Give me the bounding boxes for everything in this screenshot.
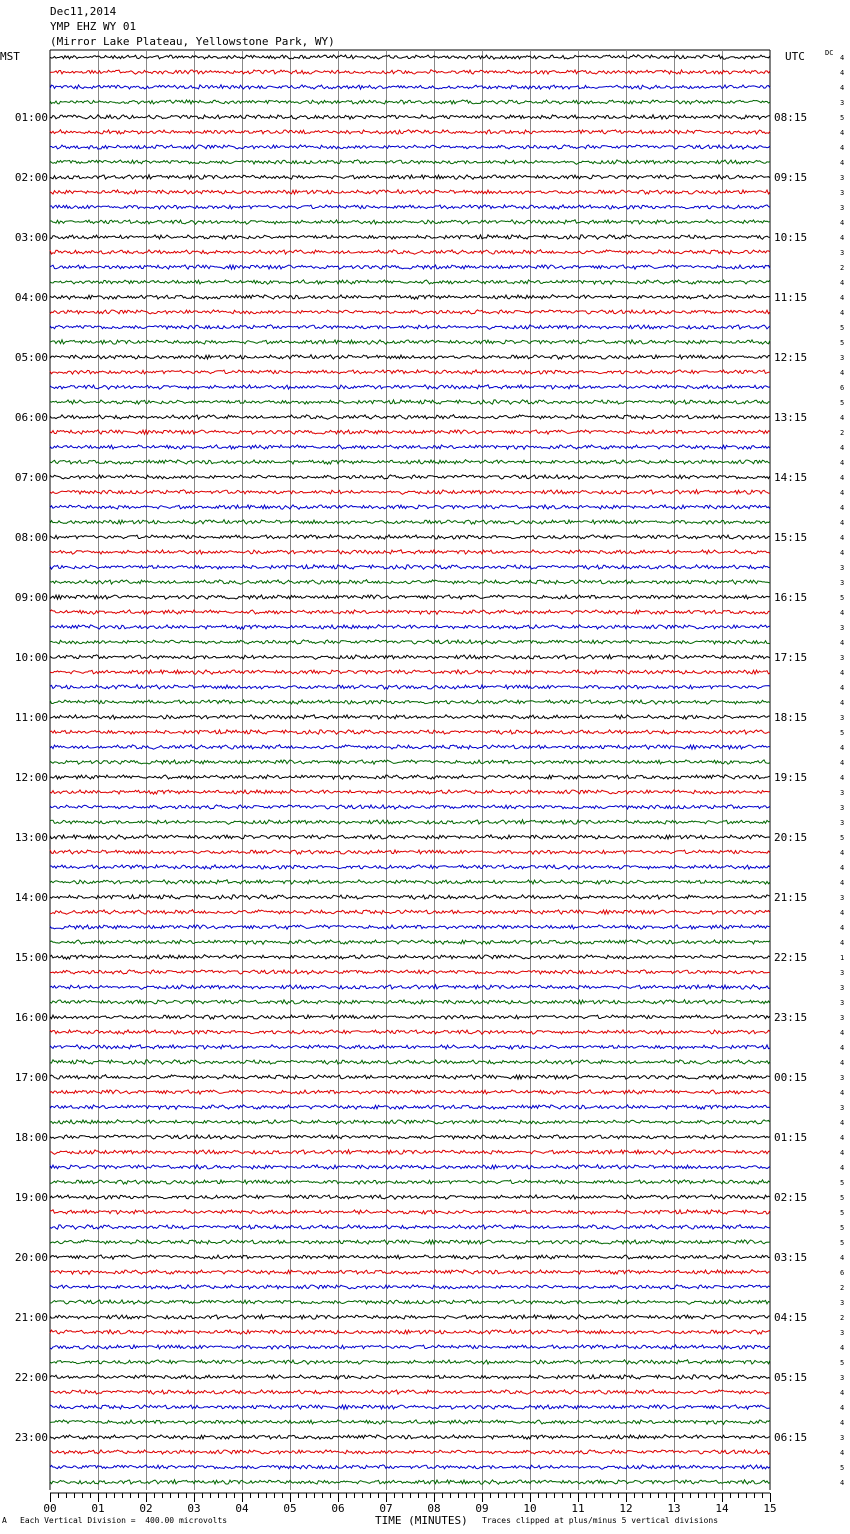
left-hour-label: 12:00: [14, 771, 48, 784]
x-tick-label: 12: [619, 1502, 633, 1515]
left-hour-label: 05:00: [14, 351, 48, 364]
dc-offset-label: 4: [840, 684, 845, 692]
trace-row-81: [50, 1270, 770, 1275]
trace-row-93: [50, 1450, 770, 1454]
trace-row-32: [50, 535, 770, 539]
dc-offset-label: 3: [840, 969, 845, 977]
trace-row-37: [50, 610, 770, 614]
dc-offset-label: 5: [840, 339, 845, 347]
scale-note: Each Vertical Division = 400.00 microvolts: [20, 1516, 228, 1525]
trace-row-90: [50, 1405, 770, 1409]
trace-row-66: [50, 1045, 770, 1049]
trace-row-44: [50, 715, 770, 719]
dc-offset-label: 3: [840, 249, 845, 257]
trace-row-3: [50, 100, 770, 104]
dc-offset-label: 2: [840, 429, 845, 437]
dc-offset-label: 4: [840, 639, 845, 647]
trace-row-34: [50, 565, 770, 569]
trace-row-54: [50, 865, 770, 869]
dc-offset-label: 4: [840, 84, 845, 92]
dc-offset-label: 3: [840, 1299, 845, 1307]
trace-row-48: [50, 775, 770, 779]
dc-offset-label: 4: [840, 489, 845, 497]
dc-offset-label: 4: [840, 1089, 845, 1097]
x-tick-label: 02: [139, 1502, 153, 1515]
x-tick-label: 15: [763, 1502, 777, 1515]
dc-offset-label: 2: [840, 1284, 845, 1292]
trace-row-15: [50, 280, 770, 284]
dc-offset-label: 4: [840, 1254, 845, 1262]
trace-row-61: [50, 970, 770, 974]
dc-offset-label: 4: [840, 1344, 845, 1352]
dc-offset-label: 4: [840, 1149, 845, 1157]
right-hour-label: 12:15: [774, 351, 808, 364]
x-axis-title: TIME (MINUTES): [375, 1514, 468, 1527]
trace-row-31: [50, 520, 770, 524]
x-tick-label: 01: [91, 1502, 105, 1515]
dc-offset-label: 4: [840, 1164, 845, 1172]
trace-row-7: [50, 160, 770, 165]
right-hour-label: 17:15: [774, 651, 808, 664]
trace-row-47: [50, 760, 770, 764]
trace-row-85: [50, 1330, 770, 1334]
left-hour-label: 08:00: [14, 531, 48, 544]
trace-row-42: [50, 685, 770, 689]
right-hour-label: 23:15: [774, 1011, 808, 1024]
dc-offset-label: 4: [840, 759, 845, 767]
left-hour-label: 14:00: [14, 891, 48, 904]
dc-offset-label: 3: [840, 174, 845, 182]
dc-offset-label: 3: [840, 354, 845, 362]
trace-row-70: [50, 1105, 770, 1109]
dc-offset-label: 4: [840, 219, 845, 227]
dc-offset-label: 3: [840, 189, 845, 197]
trace-row-91: [50, 1420, 770, 1424]
left-hour-label: 06:00: [14, 411, 48, 424]
left-hour-label: 07:00: [14, 471, 48, 484]
dc-offset-label: 5: [840, 1224, 845, 1232]
dc-offset-label: 4: [840, 1134, 845, 1142]
trace-row-23: [50, 400, 770, 404]
right-hour-label: 08:15: [774, 111, 808, 124]
trace-row-88: [50, 1375, 770, 1379]
trace-row-94: [50, 1465, 770, 1470]
right-hour-label: 06:15: [774, 1431, 808, 1444]
left-hour-label: 09:00: [14, 591, 48, 604]
dc-offset-label: 4: [840, 609, 845, 617]
trace-row-74: [50, 1165, 770, 1169]
dc-offset-label: 3: [840, 1074, 845, 1082]
dc-offset-label: 3: [840, 654, 845, 662]
right-hour-label: 22:15: [774, 951, 808, 964]
location-label: (Mirror Lake Plateau, Yellowstone Park, WY): [50, 35, 335, 48]
right-hour-label: 10:15: [774, 231, 808, 244]
dc-offset-label: 4: [840, 1044, 845, 1052]
right-hour-label: 19:15: [774, 771, 808, 784]
trace-row-86: [50, 1345, 770, 1349]
trace-row-33: [50, 550, 770, 554]
trace-row-49: [50, 790, 770, 795]
trace-row-36: [50, 595, 770, 599]
dc-offset-label: 5: [840, 1194, 845, 1202]
trace-row-35: [50, 580, 770, 585]
trace-row-69: [50, 1090, 770, 1094]
right-hour-label: 01:15: [774, 1131, 808, 1144]
dc-offset-label: 4: [840, 159, 845, 167]
dc-offset-label: 3: [840, 714, 845, 722]
trace-row-28: [50, 475, 770, 479]
left-hour-label: 01:00: [14, 111, 48, 124]
station-label: YMP EHZ WY 01: [50, 20, 137, 33]
x-tick-label: 03: [187, 1502, 201, 1515]
dc-offset-label: 1: [840, 954, 845, 962]
right-hour-label: 05:15: [774, 1371, 808, 1384]
trace-row-10: [50, 205, 770, 209]
dc-offset-label: 4: [840, 864, 845, 872]
trace-row-5: [50, 130, 770, 134]
trace-row-87: [50, 1360, 770, 1365]
right-hour-label: 14:15: [774, 471, 808, 484]
dc-offset-label: 4: [840, 519, 845, 527]
dc-offset-label: 5: [840, 594, 845, 602]
trace-row-52: [50, 835, 770, 839]
dc-offset-label: 2: [840, 264, 845, 272]
dc-offset-label: 3: [840, 999, 845, 1007]
x-tick-label: 08: [427, 1502, 441, 1515]
dc-offset-label: 4: [840, 54, 845, 62]
trace-row-62: [50, 985, 770, 990]
dc-offset-label: 5: [840, 1239, 845, 1247]
time-axis: [43, 1493, 776, 1515]
dc-offset-label: 4: [840, 1419, 845, 1427]
trace-row-25: [50, 430, 770, 434]
right-hour-label: 02:15: [774, 1191, 808, 1204]
trace-row-4: [50, 115, 770, 119]
trace-row-77: [50, 1210, 770, 1214]
dc-offset-label: 3: [840, 99, 845, 107]
trace-row-13: [50, 250, 770, 255]
dc-offset-label: 5: [840, 729, 845, 737]
trace-row-46: [50, 745, 770, 750]
trace-row-95: [50, 1480, 770, 1484]
left-hour-label: 03:00: [14, 231, 48, 244]
dc-offset-label: 4: [840, 1449, 845, 1457]
trace-row-59: [50, 940, 770, 944]
trace-row-55: [50, 880, 770, 884]
trace-row-75: [50, 1180, 770, 1184]
trace-row-39: [50, 640, 770, 644]
footer-mark: A: [2, 1516, 7, 1525]
dc-offset-label: 4: [840, 279, 845, 287]
trace-row-80: [50, 1255, 770, 1259]
dc-offset-label: 4: [840, 549, 845, 557]
dc-offset-label: 5: [840, 834, 845, 842]
trace-row-43: [50, 700, 770, 704]
trace-row-84: [50, 1315, 770, 1319]
left-hour-label: 21:00: [14, 1311, 48, 1324]
x-tick-label: 10: [523, 1502, 537, 1515]
right-timezone-label: UTC: [785, 50, 805, 63]
right-hour-label: 16:15: [774, 591, 808, 604]
left-hour-label: 17:00: [14, 1071, 48, 1084]
x-tick-label: 06: [331, 1502, 345, 1515]
trace-row-38: [50, 625, 770, 630]
x-tick-label: 00: [43, 1502, 57, 1515]
dc-offset-label: 4: [840, 909, 845, 917]
trace-row-58: [50, 925, 770, 929]
dc-offset-label: 4: [840, 1389, 845, 1397]
trace-row-18: [50, 325, 770, 330]
trace-row-82: [50, 1285, 770, 1289]
right-hour-label: 21:15: [774, 891, 808, 904]
dc-offset-label: 5: [840, 1359, 845, 1367]
trace-row-50: [50, 805, 770, 809]
right-hour-label: 18:15: [774, 711, 808, 724]
left-hour-label: 22:00: [14, 1371, 48, 1384]
trace-row-8: [50, 175, 770, 179]
right-hour-label: 20:15: [774, 831, 808, 844]
dc-offset-label: 4: [840, 699, 845, 707]
dc-offset-label: 4: [840, 444, 845, 452]
dc-offset-label: 4: [840, 924, 845, 932]
trace-row-60: [50, 955, 770, 960]
dc-offset-label: 4: [840, 69, 845, 77]
dc-offset-label: 4: [840, 534, 845, 542]
dc-offset-label: 3: [840, 1014, 845, 1022]
dc-offset-label: 4: [840, 669, 845, 677]
dc-offset-label: 4: [840, 879, 845, 887]
dc-offset-label: 4: [840, 234, 845, 242]
dc-label: DC: [825, 49, 834, 57]
x-tick-label: 09: [475, 1502, 489, 1515]
dc-offset-label: 4: [840, 414, 845, 422]
dc-offset-label: 3: [840, 894, 845, 902]
trace-row-65: [50, 1030, 770, 1034]
x-tick-label: 07: [379, 1502, 393, 1515]
dc-offset-label: 5: [840, 1464, 845, 1472]
left-hour-label: 04:00: [14, 291, 48, 304]
trace-row-79: [50, 1240, 770, 1244]
x-tick-label: 14: [715, 1502, 729, 1515]
dc-offset-label: 3: [840, 624, 845, 632]
dc-offset-label: 4: [840, 459, 845, 467]
x-tick-label: 04: [235, 1502, 249, 1515]
trace-row-22: [50, 385, 770, 390]
dc-offset-label: 3: [840, 1104, 845, 1112]
dc-offset-label: 6: [840, 1269, 845, 1277]
trace-row-68: [50, 1075, 770, 1080]
dc-offset-label: 5: [840, 1179, 845, 1187]
date-label: Dec11,2014: [50, 5, 117, 18]
trace-row-71: [50, 1120, 770, 1124]
dc-offset-label: 4: [840, 1029, 845, 1037]
left-hour-label: 19:00: [14, 1191, 48, 1204]
right-hour-label: 04:15: [774, 1311, 808, 1324]
trace-row-2: [50, 85, 770, 89]
dc-offset-label: 3: [840, 204, 845, 212]
trace-row-27: [50, 460, 770, 465]
dc-offset-label: 6: [840, 384, 845, 392]
trace-row-67: [50, 1060, 770, 1064]
dc-offset-label: 5: [840, 114, 845, 122]
dc-offset-label: 4: [840, 939, 845, 947]
right-hour-label: 11:15: [774, 291, 808, 304]
trace-row-56: [50, 895, 770, 899]
dc-offset-label: 4: [840, 744, 845, 752]
dc-offset-label: 4: [840, 1479, 845, 1487]
dc-offset-label: 5: [840, 1209, 845, 1217]
trace-row-26: [50, 445, 770, 449]
trace-row-11: [50, 220, 770, 225]
right-hour-label: 03:15: [774, 1251, 808, 1264]
trace-row-29: [50, 490, 770, 495]
seismic-traces: [50, 55, 770, 1484]
trace-row-83: [50, 1300, 770, 1305]
dc-offset-label: 4: [840, 129, 845, 137]
left-hour-label: 15:00: [14, 951, 48, 964]
trace-row-24: [50, 415, 770, 420]
trace-row-12: [50, 235, 770, 239]
trace-row-89: [50, 1390, 770, 1395]
trace-row-17: [50, 310, 770, 314]
dc-offset-label: 4: [840, 1059, 845, 1067]
left-hour-label: 11:00: [14, 711, 48, 724]
trace-row-76: [50, 1195, 770, 1200]
dc-offset-label: 4: [840, 369, 845, 377]
x-tick-label: 11: [571, 1502, 585, 1515]
trace-row-51: [50, 820, 770, 825]
dc-offset-label: 3: [840, 1434, 845, 1442]
trace-row-57: [50, 910, 770, 915]
trace-row-40: [50, 655, 770, 660]
dc-offset-label: 3: [840, 819, 845, 827]
dc-offset-label: 2: [840, 1314, 845, 1322]
dc-offset-label: 4: [840, 774, 845, 782]
dc-offset-label: 4: [840, 1404, 845, 1412]
x-tick-label: 13: [667, 1502, 681, 1515]
trace-row-1: [50, 70, 770, 74]
trace-row-0: [50, 55, 770, 59]
trace-row-78: [50, 1225, 770, 1230]
right-hour-label: 09:15: [774, 171, 808, 184]
dc-offset-label: 5: [840, 399, 845, 407]
right-hour-label: 00:15: [774, 1071, 808, 1084]
left-hour-label: 02:00: [14, 171, 48, 184]
trace-row-14: [50, 265, 770, 269]
trace-row-21: [50, 370, 770, 374]
left-hour-label: 13:00: [14, 831, 48, 844]
trace-row-64: [50, 1015, 770, 1019]
left-hour-label: 23:00: [14, 1431, 48, 1444]
left-hour-label: 18:00: [14, 1131, 48, 1144]
right-hour-label: 15:15: [774, 531, 808, 544]
trace-row-92: [50, 1435, 770, 1440]
left-timezone-label: MST: [0, 50, 20, 63]
dc-offset-label: 4: [840, 474, 845, 482]
left-hour-label: 10:00: [14, 651, 48, 664]
trace-row-72: [50, 1135, 770, 1139]
trace-row-45: [50, 730, 770, 734]
trace-row-9: [50, 190, 770, 194]
trace-row-6: [50, 145, 770, 149]
left-hour-label: 16:00: [14, 1011, 48, 1024]
right-hour-label: 13:15: [774, 411, 808, 424]
dc-offset-label: 3: [840, 579, 845, 587]
left-hour-label: 20:00: [14, 1251, 48, 1264]
trace-row-20: [50, 355, 770, 359]
trace-row-30: [50, 505, 770, 509]
trace-row-73: [50, 1150, 770, 1155]
dc-offset-label: 3: [840, 984, 845, 992]
dc-offset-label: 3: [840, 1329, 845, 1337]
trace-row-41: [50, 670, 770, 674]
dc-offset-label: 4: [840, 504, 845, 512]
trace-row-19: [50, 340, 770, 344]
dc-offset-label: 4: [840, 309, 845, 317]
x-tick-label: 05: [283, 1502, 297, 1515]
dc-offset-label: 4: [840, 294, 845, 302]
dc-offset-label: 4: [840, 144, 845, 152]
clip-note: Traces clipped at plus/minus 5 vertical divisions: [482, 1516, 719, 1525]
dc-offset-label: 4: [840, 1119, 845, 1127]
dc-offset-label: 3: [840, 804, 845, 812]
dc-offset-label: 3: [840, 564, 845, 572]
dc-offset-label: 3: [840, 1374, 845, 1382]
trace-row-16: [50, 295, 770, 300]
dc-offset-label: 4: [840, 849, 845, 857]
dc-offset-label: 3: [840, 789, 845, 797]
trace-row-53: [50, 850, 770, 854]
trace-row-63: [50, 1000, 770, 1004]
dc-offset-label: 5: [840, 324, 845, 332]
